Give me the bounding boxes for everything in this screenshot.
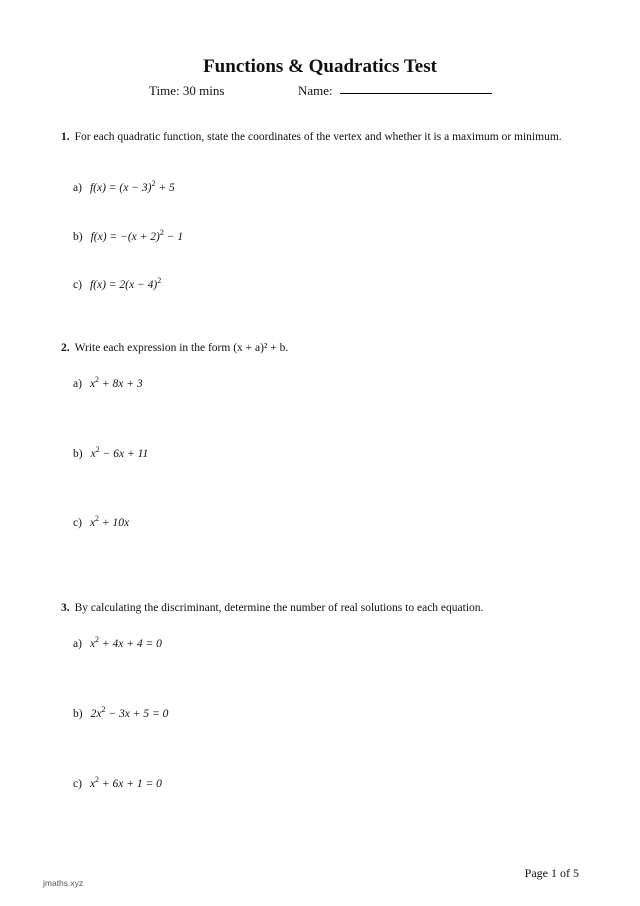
- part-expression: $x^2 - 6x + 11$: [90, 445, 149, 460]
- part-expression: $x^2 + 6x + 1 = 0$: [89, 775, 162, 790]
- question-1-part-c: [73, 276, 161, 291]
- part-label: a): [73, 637, 82, 650]
- question-number: 3.: [61, 602, 70, 614]
- question-1-part-b: [73, 228, 183, 243]
- question-3-part-c: [73, 775, 162, 790]
- time-label: Time: 30 mins: [149, 83, 225, 98]
- question-1-part-a: [73, 179, 175, 194]
- part-expression: $x^2 + 4x + 4 = 0$: [89, 635, 162, 650]
- question-2-part-b: [73, 445, 148, 460]
- test-title: Functions & Quadratics Test: [203, 56, 437, 77]
- question-2-part-a: [73, 375, 143, 390]
- part-label: b): [73, 707, 83, 720]
- part-label: a): [73, 181, 82, 194]
- part-expression: $x^2 + 10x$: [89, 514, 130, 529]
- part-label: c): [73, 516, 82, 529]
- part-expression: $f(x) = -(x + 2)^2 - 1$: [90, 228, 184, 243]
- part-expression: $f(x) = (x - 3)^2 + 5$: [89, 179, 175, 194]
- part-expression: $2x^2 - 3x + 5 = 0$: [90, 705, 169, 720]
- part-label: c): [73, 777, 82, 790]
- part-expression: $x^2 + 8x + 3$: [89, 375, 143, 390]
- question-3-part-a: [73, 635, 162, 650]
- question-prompt: Write each expression in the form (x + a)² + b.: [74, 342, 289, 354]
- question-1: [61, 129, 583, 145]
- part-expression: $f(x) = 2(x - 4)^2$: [89, 276, 162, 291]
- question-2: [61, 340, 583, 356]
- name-label: Name:: [298, 83, 333, 98]
- question-prompt: For each quadratic function, state the coordinates of the vertex and whether it is a maximum or minimum.: [74, 131, 562, 143]
- question-number: 2.: [61, 342, 70, 354]
- page-number: Page 1 of 5: [524, 866, 579, 880]
- question-number: 1.: [61, 131, 70, 143]
- part-label: b): [73, 447, 83, 460]
- part-label: c): [73, 278, 82, 291]
- part-label: b): [73, 230, 83, 243]
- site-watermark: jmaths.xyz: [43, 878, 84, 888]
- question-3-part-b: [73, 705, 168, 720]
- name-answer-line: [340, 93, 492, 94]
- question-3: [61, 600, 583, 616]
- part-label: a): [73, 377, 82, 390]
- question-2-part-c: [73, 514, 129, 529]
- question-prompt: By calculating the discriminant, determine the number of real solutions to each equation.: [74, 602, 484, 614]
